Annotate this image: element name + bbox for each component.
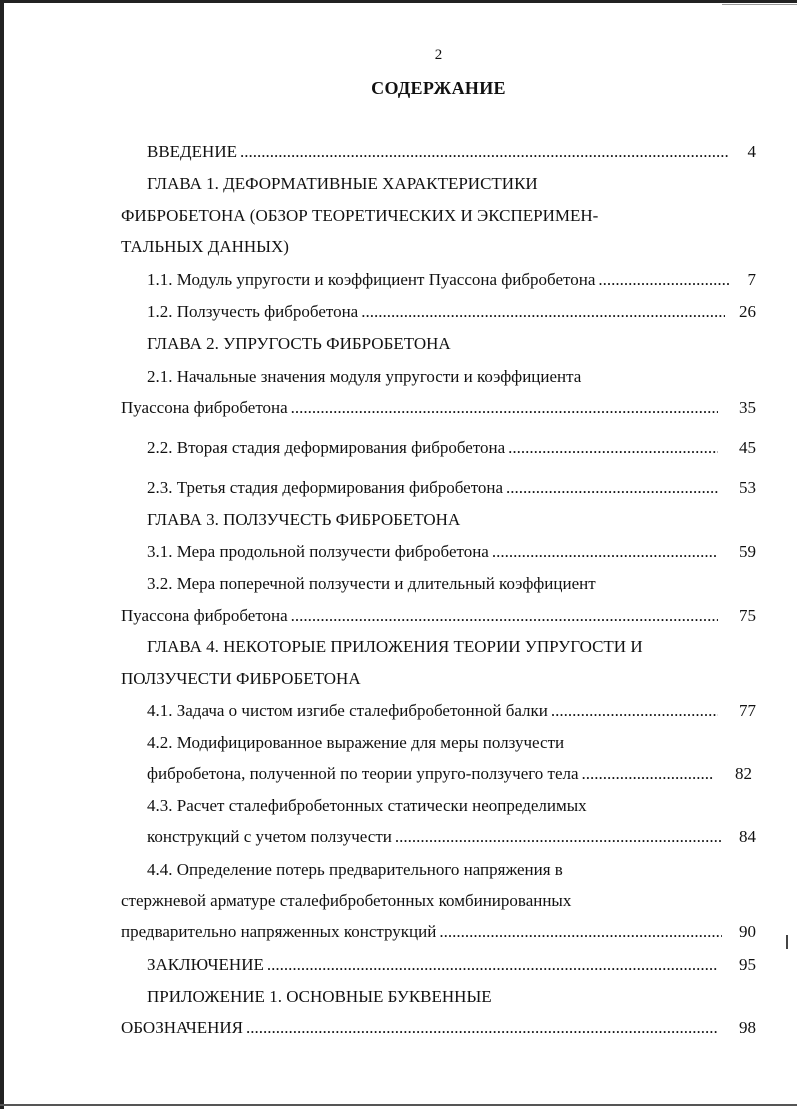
leader-dots [439, 921, 722, 943]
page-title: СОДЕРЖАНИЕ [371, 78, 506, 98]
toc-entry-4-3[interactable]: 4.3. Расчет сталефибробетонных статически неопределимых [147, 796, 587, 815]
toc-page-number: 98 [739, 1018, 756, 1037]
leader-dots [508, 437, 718, 459]
scan-edge-left [0, 0, 4, 1109]
toc-page-number: 35 [739, 398, 756, 417]
toc-entry-4-4-cont[interactable] [121, 921, 722, 943]
toc-page-number: 77 [739, 701, 756, 720]
scan-mark [722, 4, 797, 5]
toc-label: Пуассона фибробетона [121, 398, 288, 417]
toc-label: 4.1. Задача о чистом изгибе сталефибробетонной балки [147, 701, 548, 720]
toc-label: Пуассона фибробетона [121, 606, 288, 625]
scan-edge-top [0, 0, 797, 3]
toc-page-number: 59 [739, 542, 756, 561]
toc-page-number: 84 [739, 827, 756, 846]
toc-page-number: 4 [747, 142, 756, 161]
toc-label: ОБОЗНАЧЕНИЯ [121, 1018, 244, 1037]
toc-entry-appendix[interactable]: ПРИЛОЖЕНИЕ 1. ОСНОВНЫЕ БУКВЕННЫЕ [147, 987, 492, 1006]
toc-label: 2.3. Третья стадия деформирования фибробетона [147, 478, 504, 497]
toc-entry-3-1[interactable] [147, 541, 718, 563]
toc-entry-4-2-cont[interactable] [147, 763, 714, 785]
leader-dots [361, 301, 725, 323]
leader-dots [246, 1017, 718, 1039]
toc-entry-4-4[interactable]: 4.4. Определение потерь предварительного напряжения в [147, 860, 563, 879]
toc-entry-2-3[interactable] [147, 477, 718, 499]
toc-label: 1.2. Ползучесть фибробетона [147, 302, 359, 321]
toc-entry-3-2-cont[interactable] [121, 605, 718, 627]
toc-label: ЗАКЛЮЧЕНИЕ [147, 955, 264, 974]
toc-label: 3.1. Мера продольной ползучести фибробетона [147, 542, 489, 561]
leader-dots [582, 763, 714, 785]
toc-page-number: 95 [739, 955, 756, 974]
toc-entry-4-4-cont: стержневой арматуре сталефибробетонных комбинированных [121, 891, 572, 910]
leader-dots [267, 954, 718, 976]
toc-label: предварительно напряженных конструкций [121, 922, 437, 941]
chapter-heading[interactable]: ГЛАВА 4. НЕКОТОРЫЕ ПРИЛОЖЕНИЯ ТЕОРИИ УПРУГОСТИ И [147, 637, 643, 656]
leader-dots [506, 477, 718, 499]
toc-page-number: 75 [739, 606, 756, 625]
toc-page-number: 26 [739, 302, 756, 321]
leader-dots [291, 605, 718, 627]
toc-page-number: 7 [747, 270, 756, 289]
toc-page-number: 45 [739, 438, 756, 457]
toc-entry-4-2[interactable]: 4.2. Модифицированное выражение для меры ползучести [147, 733, 565, 752]
toc-label: 1.1. Модуль упругости и коэффициент Пуассона фибробетона [147, 270, 596, 289]
leader-dots [551, 700, 718, 722]
toc-entry-4-3-cont[interactable] [147, 826, 722, 848]
scan-mark [786, 935, 788, 949]
toc-entry-intro[interactable] [147, 141, 729, 163]
toc-label: 2.2. Вторая стадия деформирования фибробетона [147, 438, 506, 457]
toc-page-number: 90 [739, 922, 756, 941]
leader-dots [395, 826, 722, 848]
toc-entry-1-1[interactable] [147, 269, 729, 291]
toc-entry-2-2[interactable] [147, 437, 718, 459]
toc-entry-1-2[interactable] [147, 301, 725, 323]
toc-label: ВВЕДЕНИЕ [147, 142, 237, 161]
leader-dots [240, 141, 729, 163]
leader-dots [598, 269, 729, 291]
toc-entry-2-1-cont[interactable] [121, 397, 718, 419]
toc-entry-appendix-cont[interactable] [121, 1017, 718, 1039]
leader-dots [492, 541, 718, 563]
toc-entry-3-2[interactable]: 3.2. Мера поперечной ползучести и длительный коэффициент [147, 574, 596, 593]
chapter-heading[interactable]: ГЛАВА 2. УПРУГОСТЬ ФИБРОБЕТОНА [147, 334, 451, 353]
chapter-heading[interactable]: ГЛАВА 1. ДЕФОРМАТИВНЫЕ ХАРАКТЕРИСТИКИ [147, 174, 538, 193]
toc-entry-2-1[interactable]: 2.1. Начальные значения модуля упругости и коэффициента [147, 367, 582, 386]
toc-label: конструкций с учетом ползучести [147, 827, 392, 846]
leader-dots [291, 397, 718, 419]
toc-entry-conclusion[interactable] [147, 954, 718, 976]
scan-edge-bottom [0, 1104, 797, 1106]
toc-entry-4-1[interactable] [147, 700, 718, 722]
chapter-heading-cont: ФИБРОБЕТОНА (ОБЗОР ТЕОРЕТИЧЕСКИХ И ЭКСПЕРИМЕН- [121, 206, 599, 225]
chapter-heading-cont: ПОЛЗУЧЕСТИ ФИБРОБЕТОНА [121, 669, 361, 688]
chapter-heading[interactable]: ГЛАВА 3. ПОЛЗУЧЕСТЬ ФИБРОБЕТОНА [147, 510, 461, 529]
toc-label: фибробетона, полученной по теории упруго-ползучего тела [147, 764, 579, 783]
page-number: 2 [434, 47, 443, 63]
chapter-heading-cont: ТАЛЬНЫХ ДАННЫХ) [121, 237, 289, 256]
toc-page-number: 82 [735, 764, 752, 783]
toc-page-number: 53 [739, 478, 756, 497]
